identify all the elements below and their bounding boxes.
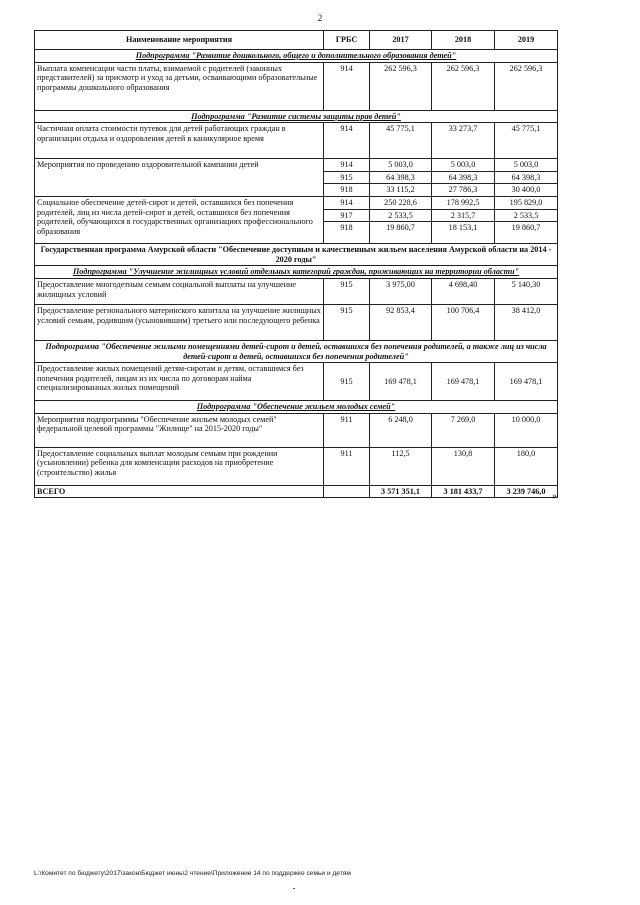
row-value-2018: 2 315,7 [432,209,495,222]
row-value-2019: 10 000,0 [495,413,558,447]
subprogram-heading: Подпрограмма "Обеспечение жилыми помещениями детей-сирот и детей, оставшихся без попечения родителей, а также лиц из числа детей-сирот и детей, оставшихся без попечения родителей" [35,340,558,362]
row-value-2017: 2 533,5 [370,209,432,222]
row-value-2019: 30 400,0 [495,184,558,197]
row-name: Мероприятия подпрограммы "Обеспечение жильем молодых семей" федеральной целевой программы "Жилище" на 2015-2020 годы" [35,413,324,447]
header-2017: 2017 [370,31,432,50]
row-value-2018: 18 153,1 [432,222,495,244]
row-value-2019: 5 003,0 [495,159,558,172]
row-value-2017: 33 115,2 [370,184,432,197]
row-code: 915 [324,171,370,184]
total-label: ВСЕГО [35,485,324,498]
header-grbs: ГРБС [324,31,370,50]
row-value-2018: 169 478,1 [432,363,495,401]
row-name: Социальное обеспечение детей-сирот и детей, оставшихся без попечения родителей, лиц из числа детей-сирот и детей, оставшихся без попечения родителей, обучающихся в государственных организациях профессионального образования [35,196,324,243]
row-value-2017: 64 398,3 [370,171,432,184]
row-code: 918 [324,184,370,197]
table-row [35,304,558,340]
page-number: 2 [317,13,323,23]
closing-quote: » [552,491,557,502]
subprogram-heading: Подпрограмма "Развитие системы защиты прав детей" [35,110,558,123]
row-value-2018: 64 398,3 [432,171,495,184]
row-value-2018: 262 596,3 [432,62,495,110]
row-code: 914 [324,123,370,159]
table-row [35,363,558,401]
row-value-2019: 262 596,3 [495,62,558,110]
row-code: 911 [324,413,370,447]
total-row [35,485,558,498]
table-header-row [35,31,558,50]
row-value-2017: 3 975,00 [370,278,432,304]
row-name: Мероприятия по проведению оздоровительной кампании детей [35,159,324,197]
row-value-2019: 180,0 [495,447,558,485]
row-value-2018: 178 992,5 [432,196,495,209]
row-value-2018: 130,8 [432,447,495,485]
row-code: 911 [324,447,370,485]
row-value-2018: 5 003,0 [432,159,495,172]
row-code: 915 [324,304,370,340]
row-name: Предоставление многодетным семьям социальной выплаты на улучшение жилищных условий [35,278,324,304]
header-name: Наименование мероприятия [35,31,324,50]
row-code: 917 [324,209,370,222]
row-value-2017: 112,5 [370,447,432,485]
table-row [35,196,558,209]
row-value-2017: 6 248,0 [370,413,432,447]
state-program-heading: Государственная программа Амурской области "Обеспечение доступным и качественным жильем населения Амурской области на 2014 - 2020 годы" [35,244,558,266]
row-name: Предоставление регионального материнского капитала на улучшение жилищных условий семьям, родившим (усыновившим) третьего или последующего ребенка [35,304,324,340]
row-name: Выплата компенсации части платы, взимаемой с родителей (законных представителей) за присмотр и уход за детьми, осваивающими образовательные программы дошкольного образования [35,62,324,110]
subprogram-heading: Подпрограмма "Обеспечение жильем молодых семей" [35,401,558,414]
row-code: 914 [324,159,370,172]
subprogram-heading: Подпрограмма "Развитие дошкольного, общего и дополнительного образования детей" [35,50,558,63]
row-value-2018: 27 786,3 [432,184,495,197]
table-row [35,413,558,447]
row-name: Предоставление социальных выплат молодым семьям при рождении (усыновлении) ребенка для компенсации расходов на приобретение (строительство) жилья [35,447,324,485]
row-code: 914 [324,196,370,209]
row-value-2019: 19 860,7 [495,222,558,244]
row-code: 918 [324,222,370,244]
row-value-2019: 45 775,1 [495,123,558,159]
scan-artifact [293,888,295,889]
table-row [35,159,558,172]
table-row [35,447,558,485]
row-value-2019: 2 533,5 [495,209,558,222]
row-value-2018: 4 698,40 [432,278,495,304]
row-name: Предоставление жилых помещений детям-сиротам и детям, оставшимся без попечения родителей, лицам из их числа по договорам найма специализированных жилых помещений [35,363,324,401]
table-row [35,123,558,159]
budget-table [34,30,558,498]
row-value-2017: 19 860,7 [370,222,432,244]
total-value-2019: 3 239 746,0 [495,485,558,498]
header-2019: 2019 [495,31,558,50]
total-value-2018: 3 181 433,7 [432,485,495,498]
subprogram-heading: Подпрограмма "Улучшение жилищных условий отдельных категорий граждан, проживающих на территории области" [35,266,558,279]
row-value-2018: 7 269,0 [432,413,495,447]
row-value-2019: 169 478,1 [495,363,558,401]
row-code: 914 [324,62,370,110]
row-value-2019: 195 829,0 [495,196,558,209]
row-value-2017: 92 853,4 [370,304,432,340]
row-value-2017: 250 228,6 [370,196,432,209]
row-value-2017: 45 775,1 [370,123,432,159]
row-value-2017: 169 478,1 [370,363,432,401]
row-value-2018: 33 273,7 [432,123,495,159]
total-code [324,485,370,498]
row-value-2019: 5 140,30 [495,278,558,304]
row-name: Частичная оплата стоимости путевок для детей работающих граждан в организации отдыха и оздоровления детей в каникулярное время [35,123,324,159]
footer-file-path: L:\Комитет по бюджету\2017\закон\Бюджет июнь\2 чтение\Приложение 14 по поддержке семьи и детям [34,870,351,877]
row-code: 915 [324,363,370,401]
table-row [35,278,558,304]
row-value-2018: 100 706,4 [432,304,495,340]
header-2018: 2018 [432,31,495,50]
row-code: 915 [324,278,370,304]
total-value-2017: 3 571 351,1 [370,485,432,498]
table-row [35,62,558,110]
row-value-2017: 262 596,3 [370,62,432,110]
row-value-2019: 38 412,0 [495,304,558,340]
row-value-2019: 64 398,3 [495,171,558,184]
row-value-2017: 5 003,0 [370,159,432,172]
